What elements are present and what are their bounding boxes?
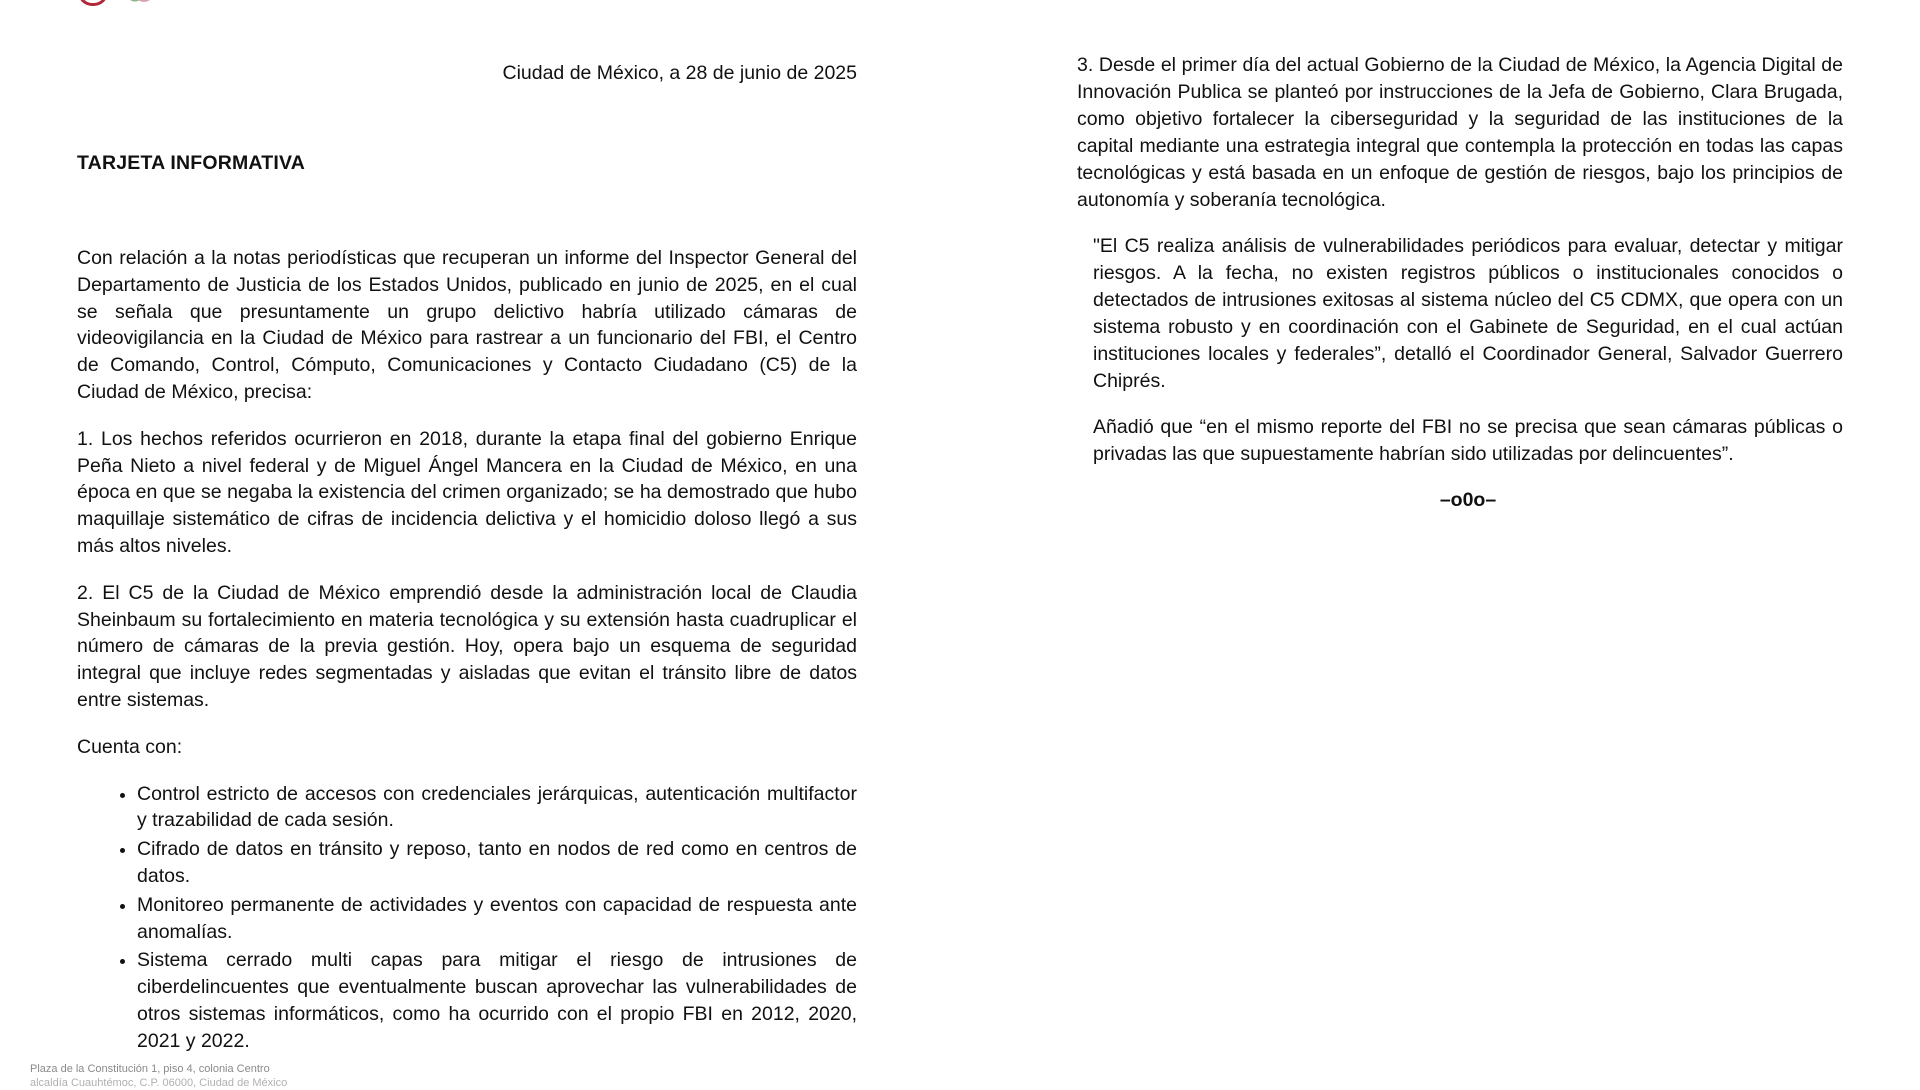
list-item: • Sistema cerrado multi capas para mitigar el riesgo de intrusiones de ciberdelincuentes que eventualmente buscan aprovechar las vulnerabilidades de otros sistemas informáticos, como ha ocurrido con el propio FBI en 2012, 2020, 2021 y 2022. <box>137 947 857 1054</box>
point-1-paragraph: 1. Los hechos referidos ocurrieron en 2018, durante la etapa final del gobierno Enrique Peña Nieto a nivel federal y de Miguel Ángel Mancera en la Ciudad de México, en una época en que se negaba la existencia del crimen organizado; se ha demostrado que hubo maquillaje sistemático de cifras de incidencia delictiva y el homicidio doloso llegó a sus más altos niveles. <box>77 427 857 557</box>
security-measures-list <box>77 781 857 1055</box>
added-paragraph: Añadió que “en el mismo reporte del FBI no se precisa que sean cámaras públicas o privadas las que supuestamente habrían sido utilizadas por delincuentes”. <box>1093 416 1843 465</box>
header-logos <box>78 0 162 8</box>
city-flower-logo-icon <box>126 0 162 8</box>
list-item: • Monitoreo permanente de actividades y eventos con capacidad de respuesta ante anomalías. <box>137 892 857 946</box>
document-title: TARJETA INFORMATIVA <box>77 152 306 174</box>
right-body <box>1077 52 1843 514</box>
point-3-paragraph: 3. Desde el primer día del actual Gobierno de la Ciudad de México, la Agencia Digital de Innovación Publica se planteó por instrucciones de la Jefa de Gobierno, Clara Brugada, como objetivo fortalecer la ciberseguridad y la seguridad de las instituciones de la capital mediante una estrategia integral que contempla la protección en todas las capas tecnológicas y está basada en un enfoque de gestión de riesgos, bajo los principios de autonomía y soberanía tecnológica. <box>1077 54 1843 211</box>
document-page-right <box>960 0 1920 1080</box>
quote-paragraph: "El C5 realiza análisis de vulnerabilidades periódicos para evaluar, detectar y mitigar riesgos. A la fecha, no existen registros públicos o institucionales conocidos o detectados de intrusiones exitosas al sistema núcleo del C5 CDMX, que opera con un sistema robusto y en coordinación con el Gabinete de Seguridad, en el cual actúan instituciones locales y federales”, detalló el Coordinador General, Salvador Guerrero Chiprés. <box>1093 235 1843 392</box>
point-2-paragraph: 2. El C5 de la Ciudad de México emprendió desde la administración local de Claudia Sheinbaum su fortalecimiento en materia tecnológica y su extensión hasta cuadruplicar el número de cámaras de la previa gestión. Hoy, opera bajo un esquema de seguridad integral que incluye redes segmentadas y aisladas que evitan el tránsito libre de datos entre sistemas. <box>77 581 857 711</box>
government-seal-icon <box>78 0 108 6</box>
list-item: • Control estricto de accesos con credenciales jerárquicas, autenticación multifactor y trazabilidad de cada sesión. <box>137 781 857 835</box>
list-intro: Cuenta con: <box>77 735 183 758</box>
page-footer <box>30 1062 287 1090</box>
footer-address-line-2: alcaldía Cuauhtémoc, C.P. 06000, Ciudad de México <box>30 1077 288 1089</box>
list-item: • Cifrado de datos en tránsito y reposo, tanto en nodos de red como en centros de datos. <box>137 836 857 890</box>
document-date: Ciudad de México, a 28 de junio de 2025 <box>502 62 857 84</box>
intro-paragraph: Con relación a la notas periodísticas que recuperan un informe del Inspector General del Departamento de Justicia de los Estados Unidos, publicado en junio de 2025, en el cual se señala que presuntamente un grupo delictivo habría utilizado cámaras de videovigilancia en la Ciudad de México para rastrear a un funcionario del FBI, el Centro de Comando, Control, Cómputo, Comunicaciones y Contacto Ciudadano (C5) de la Ciudad de México, precisa: <box>77 247 857 403</box>
footer-address-line: Plaza de la Constitución 1, piso 4, colonia Centro <box>30 1063 270 1075</box>
left-body <box>77 245 857 1057</box>
document-page-left <box>0 0 960 1089</box>
closing-mark: –o0o– <box>1439 489 1497 511</box>
